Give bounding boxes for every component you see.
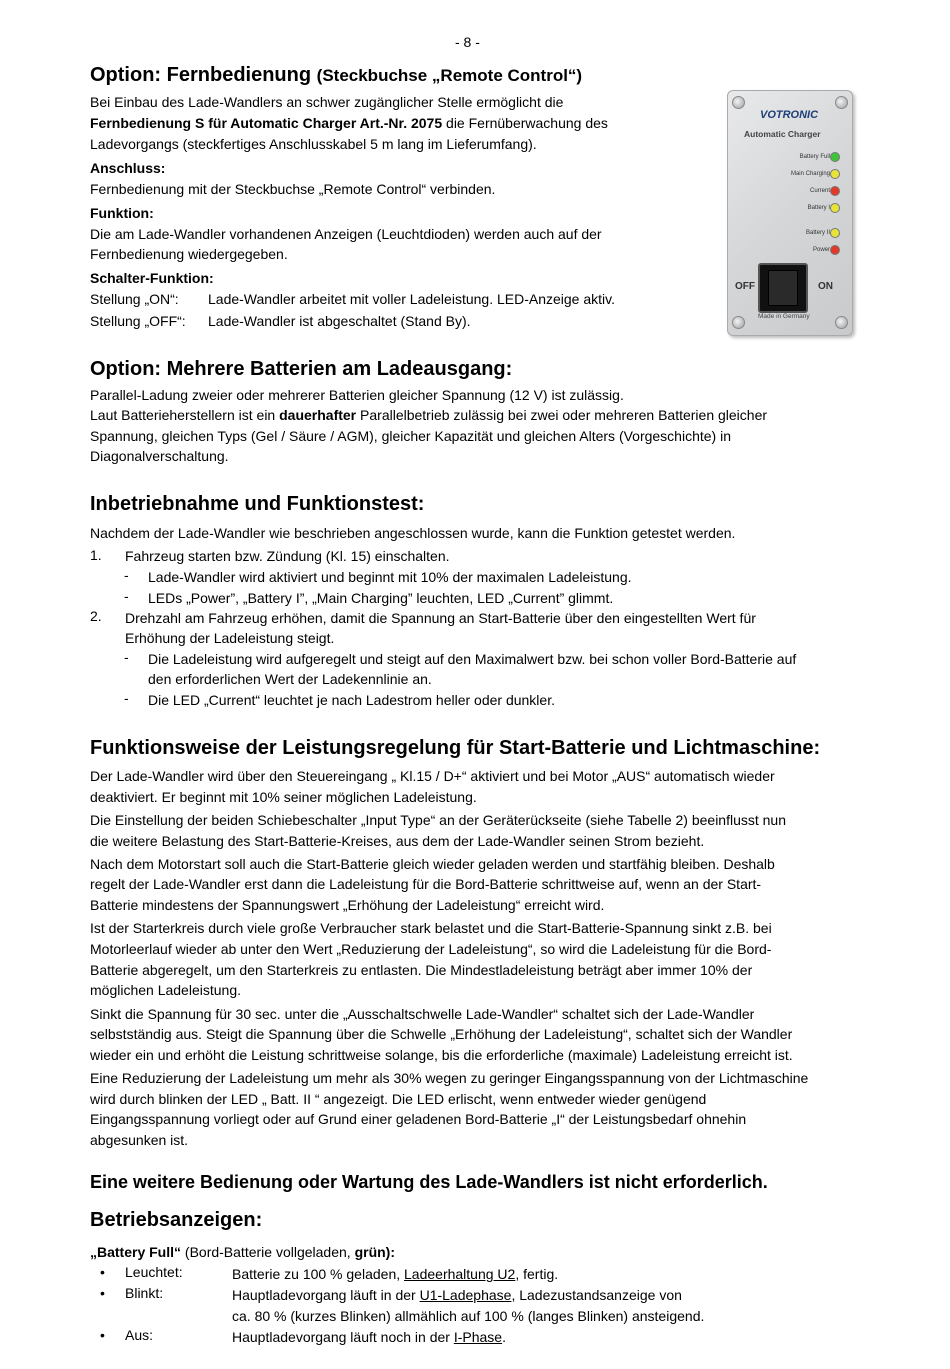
led-main-charging-icon	[830, 169, 840, 179]
text: (Bord-Batterie vollgeladen,	[181, 1244, 355, 1260]
dash-bullet: -	[124, 690, 129, 706]
switch-off-value: Lade-Wandler ist abgeschaltet (Stand By).	[208, 313, 471, 329]
remote-control-image	[727, 90, 853, 336]
bullet-icon: •	[100, 1264, 105, 1280]
text: , Ladezustandsanzeige von	[511, 1287, 682, 1303]
led-label: Battery I	[807, 205, 830, 211]
label-schalter: Schalter-Funktion:	[90, 270, 214, 286]
led-battery-full-icon	[830, 152, 840, 162]
battery-full-heading	[90, 1242, 395, 1263]
text: Hauptladevorgang läuft noch in der	[232, 1329, 454, 1345]
para-line: Ist der Starterkreis durch viele große Verbraucher stark belastet und die Start-Batterie-Spannung sinkt z.B. bei	[90, 920, 772, 936]
heading-wartung: Eine weitere Bedienung oder Wartung des Lade-Wandlers ist nicht erforderlich.	[90, 1172, 768, 1192]
list-subitem: Die Ladeleistung wird aufgeregelt und steigt auf den Maximalwert bzw. bei schon voller Bord-Batterie auf	[148, 651, 797, 667]
para-line: Parallel-Ladung zweier oder mehrerer Batterien gleicher Spannung (12 V) ist zulässig.	[90, 387, 624, 403]
text: Parallelbetrieb zulässig bei zwei oder mehreren Batterien gleicher	[356, 407, 768, 423]
heading-fernbedienung	[90, 64, 582, 87]
state-key: Leuchtet:	[125, 1264, 183, 1280]
led-battery-i-icon	[830, 203, 840, 213]
list-number: 2.	[90, 608, 102, 624]
list-subitem: LEDs „Power”, „Battery I”, „Main Charging” leuchten, LED „Current” glimmt.	[148, 590, 614, 606]
bullet-icon: •	[100, 1327, 105, 1343]
led-battery-ii-icon	[830, 228, 840, 238]
para-line: Fernbedienung wiedergegeben.	[90, 246, 288, 262]
state-value	[232, 1264, 558, 1285]
para-line: Motorleerlauf wieder ab unter den Wert „Reduzierung der Ladeleistung“, so wird die Ladeleistung für die Bord-	[90, 941, 772, 957]
para-line: Batterie mindestens der Spannungswert „Erhöhung der Ladeleistung“ erreicht wird.	[90, 897, 605, 913]
para-line: Eine Reduzierung der Ladeleistung um mehr als 30% wegen zu geringer Eingangsspannung von der Lichtmaschine	[90, 1070, 809, 1086]
led-current-icon	[830, 186, 840, 196]
bold-text: „Battery Full“	[90, 1244, 182, 1260]
list-subitem: Lade-Wandler wird aktiviert und beginnt mit 10% der maximalen Ladeleistung.	[148, 569, 632, 585]
para-line: Nach dem Motorstart soll auch die Start-Batterie gleich wieder geladen werden und startfähig bleiben. Deshalb	[90, 856, 775, 872]
screw-icon	[732, 316, 745, 329]
para-line	[90, 405, 767, 426]
switch-off-label: OFF	[735, 281, 755, 292]
switch-on-label: ON	[818, 281, 833, 292]
text: Hauptladevorgang läuft in der	[232, 1287, 420, 1303]
para-line: die weitere Belastung des Start-Batterie-Kreises, aus dem der Lade-Wandler seinen Strom bezieht.	[90, 833, 705, 849]
switch-on-key: Stellung „ON“:	[90, 291, 179, 307]
para-line: Bei Einbau des Lade-Wandlers an schwer zugänglicher Stelle ermöglicht die	[90, 94, 564, 110]
state-value	[232, 1285, 682, 1306]
text: Batterie zu 100 % geladen,	[232, 1266, 405, 1282]
led-label: Battery II	[805, 230, 830, 236]
para-line: deaktiviert. Er beginnt mit 10% seiner möglichen Ladeleistung.	[90, 789, 477, 805]
list-subitem: den erforderlichen Wert der Ladekennlinie an.	[148, 671, 432, 687]
screw-icon	[732, 96, 745, 109]
text: Laut Batterieherstellern ist ein	[90, 407, 280, 423]
dash-bullet: -	[124, 567, 129, 583]
switch-on-value: Lade-Wandler arbeitet mit voller Ladeleistung. LED-Anzeige aktiv.	[208, 291, 615, 307]
text: die Fernüberwachung des	[442, 115, 608, 131]
screw-icon	[835, 316, 848, 329]
remote-model: Automatic Charger	[744, 129, 821, 139]
list-item: Drehzahl am Fahrzeug erhöhen, damit die Spannung an Start-Batterie über den eingestellten Wert für	[125, 610, 756, 626]
para-line: Fernbedienung mit der Steckbuchse „Remote Control“ verbinden.	[90, 181, 496, 197]
text: , fertig.	[515, 1266, 559, 1282]
para-line: möglichen Ladeleistung.	[90, 982, 241, 998]
switch-off-key: Stellung „OFF“:	[90, 313, 186, 329]
dash-bullet: -	[124, 588, 129, 604]
made-in-germany: Made in Germany	[758, 313, 810, 320]
para-line: Die Einstellung der beiden Schiebeschalter „Input Type“ an der Geräterückseite (siehe Tabelle 2) beeinflusst nun	[90, 812, 787, 828]
underlined-text: I-Phase	[453, 1329, 503, 1345]
para-line	[90, 113, 608, 134]
bold-text: ):	[385, 1244, 395, 1260]
rocker-switch-icon	[758, 263, 808, 313]
underlined-text: U1-Ladephase	[419, 1287, 512, 1303]
led-label: Main Charging	[790, 171, 830, 177]
list-subitem: Die LED „Current“ leuchtet je nach Ladestrom heller oder dunkler.	[148, 692, 555, 708]
para-line: Nachdem der Lade-Wandler wie beschrieben angeschlossen wurde, kann die Funktion getestet werden.	[90, 525, 736, 541]
list-item: Erhöhung der Ladeleistung steigt.	[125, 630, 335, 646]
state-value: ca. 80 % (kurzes Blinken) allmählich auf 100 % (langes Blinken) ansteigend.	[232, 1308, 705, 1324]
state-key: Blinkt:	[125, 1285, 164, 1301]
para-line: Ladevorgangs (steckfertiges Anschlusskabel 5 m lang im Lieferumfang).	[90, 136, 537, 152]
bullet-icon: •	[100, 1285, 105, 1301]
para-line: regelt der Lade-Wandler erst dann die Ladeleistung für die Bord-Batterie schrittweise auf, wenn an der Start-	[90, 876, 762, 892]
para-line: Batterie abgeregelt, um den Starterkreis zu entlasten. Die Mindestladeleistung beträgt aber immer 10% der	[90, 962, 753, 978]
heading-inbetriebnahme: Inbetriebnahme und Funktionstest:	[90, 493, 425, 515]
state-key: Aus:	[125, 1327, 154, 1343]
screw-icon	[835, 96, 848, 109]
bold-text: dauerhafter	[279, 407, 357, 423]
remote-brand: VOTRONIC	[760, 109, 819, 121]
label-funktion: Funktion:	[90, 205, 154, 221]
list-number: 1.	[90, 547, 102, 563]
para-line: Diagonalverschaltung.	[90, 448, 229, 464]
para-line: selbstständig aus. Steigt die Spannung über die Schwelle „Erhöhung der Ladeleistung“, schaltet sich der Wandler	[90, 1026, 793, 1042]
para-line: Die am Lade-Wandler vorhandenen Anzeigen (Leuchtdioden) werden auch auf der	[90, 226, 602, 242]
dash-bullet: -	[124, 649, 129, 665]
led-label: Power	[812, 247, 830, 253]
page-number: - 8 -	[455, 34, 480, 50]
para-line: Spannung, gleichen Typs (Gel / Säure / AGM), gleicher Kapazität und gleichen Alters (Vorgeschichte) in	[90, 428, 731, 444]
label-anschluss: Anschluss:	[90, 160, 166, 176]
led-power-icon	[830, 245, 840, 255]
bold-text: Fernbedienung S für Automatic Charger Art.-Nr. 2075	[90, 115, 443, 131]
state-value	[232, 1327, 506, 1348]
led-label: Battery Full	[799, 154, 830, 160]
bold-text: grün	[354, 1244, 386, 1260]
heading-betriebsanzeigen: Betriebsanzeigen:	[90, 1209, 263, 1231]
heading-sub: (Steckbuchse „Remote Control“)	[316, 66, 583, 85]
para-line: wieder ein und erhöht die Leistung schrittweise solange, bis die erforderliche (maximale) Ladeleistung erreicht ist.	[90, 1047, 793, 1063]
led-label: Current	[809, 188, 830, 194]
heading-main: Option: Fernbedienung	[90, 64, 312, 86]
para-line: abgesunken ist.	[90, 1132, 189, 1148]
heading-mehrere-batterien: Option: Mehrere Batterien am Ladeausgang:	[90, 358, 513, 380]
para-line: Der Lade-Wandler wird über den Steuereingang „ Kl.15 / D+“ aktiviert und bei Motor „AUS“ automatisch wieder	[90, 768, 775, 784]
list-item: Fahrzeug starten bzw. Zündung (Kl. 15) einschalten.	[125, 548, 450, 564]
underlined-text: Ladeerhaltung U2	[404, 1266, 516, 1282]
para-line: Eingangsspannung vorliegt oder auf Grund einer geladenen Bord-Batterie „I“ der Leistungsbedarf ohnehin	[90, 1111, 747, 1127]
heading-funktionsweise: Funktionsweise der Leistungsregelung für Start-Batterie und Lichtmaschine:	[90, 737, 821, 759]
text: .	[502, 1329, 506, 1345]
para-line: Sinkt die Spannung für 30 sec. unter die „Ausschaltschwelle Lade-Wandler“ schaltet sich der Lade-Wandler	[90, 1006, 755, 1022]
para-line: wird durch blinken der LED „ Batt. II “ angezeigt. Die LED erlischt, wenn entweder wieder genügend	[90, 1091, 707, 1107]
